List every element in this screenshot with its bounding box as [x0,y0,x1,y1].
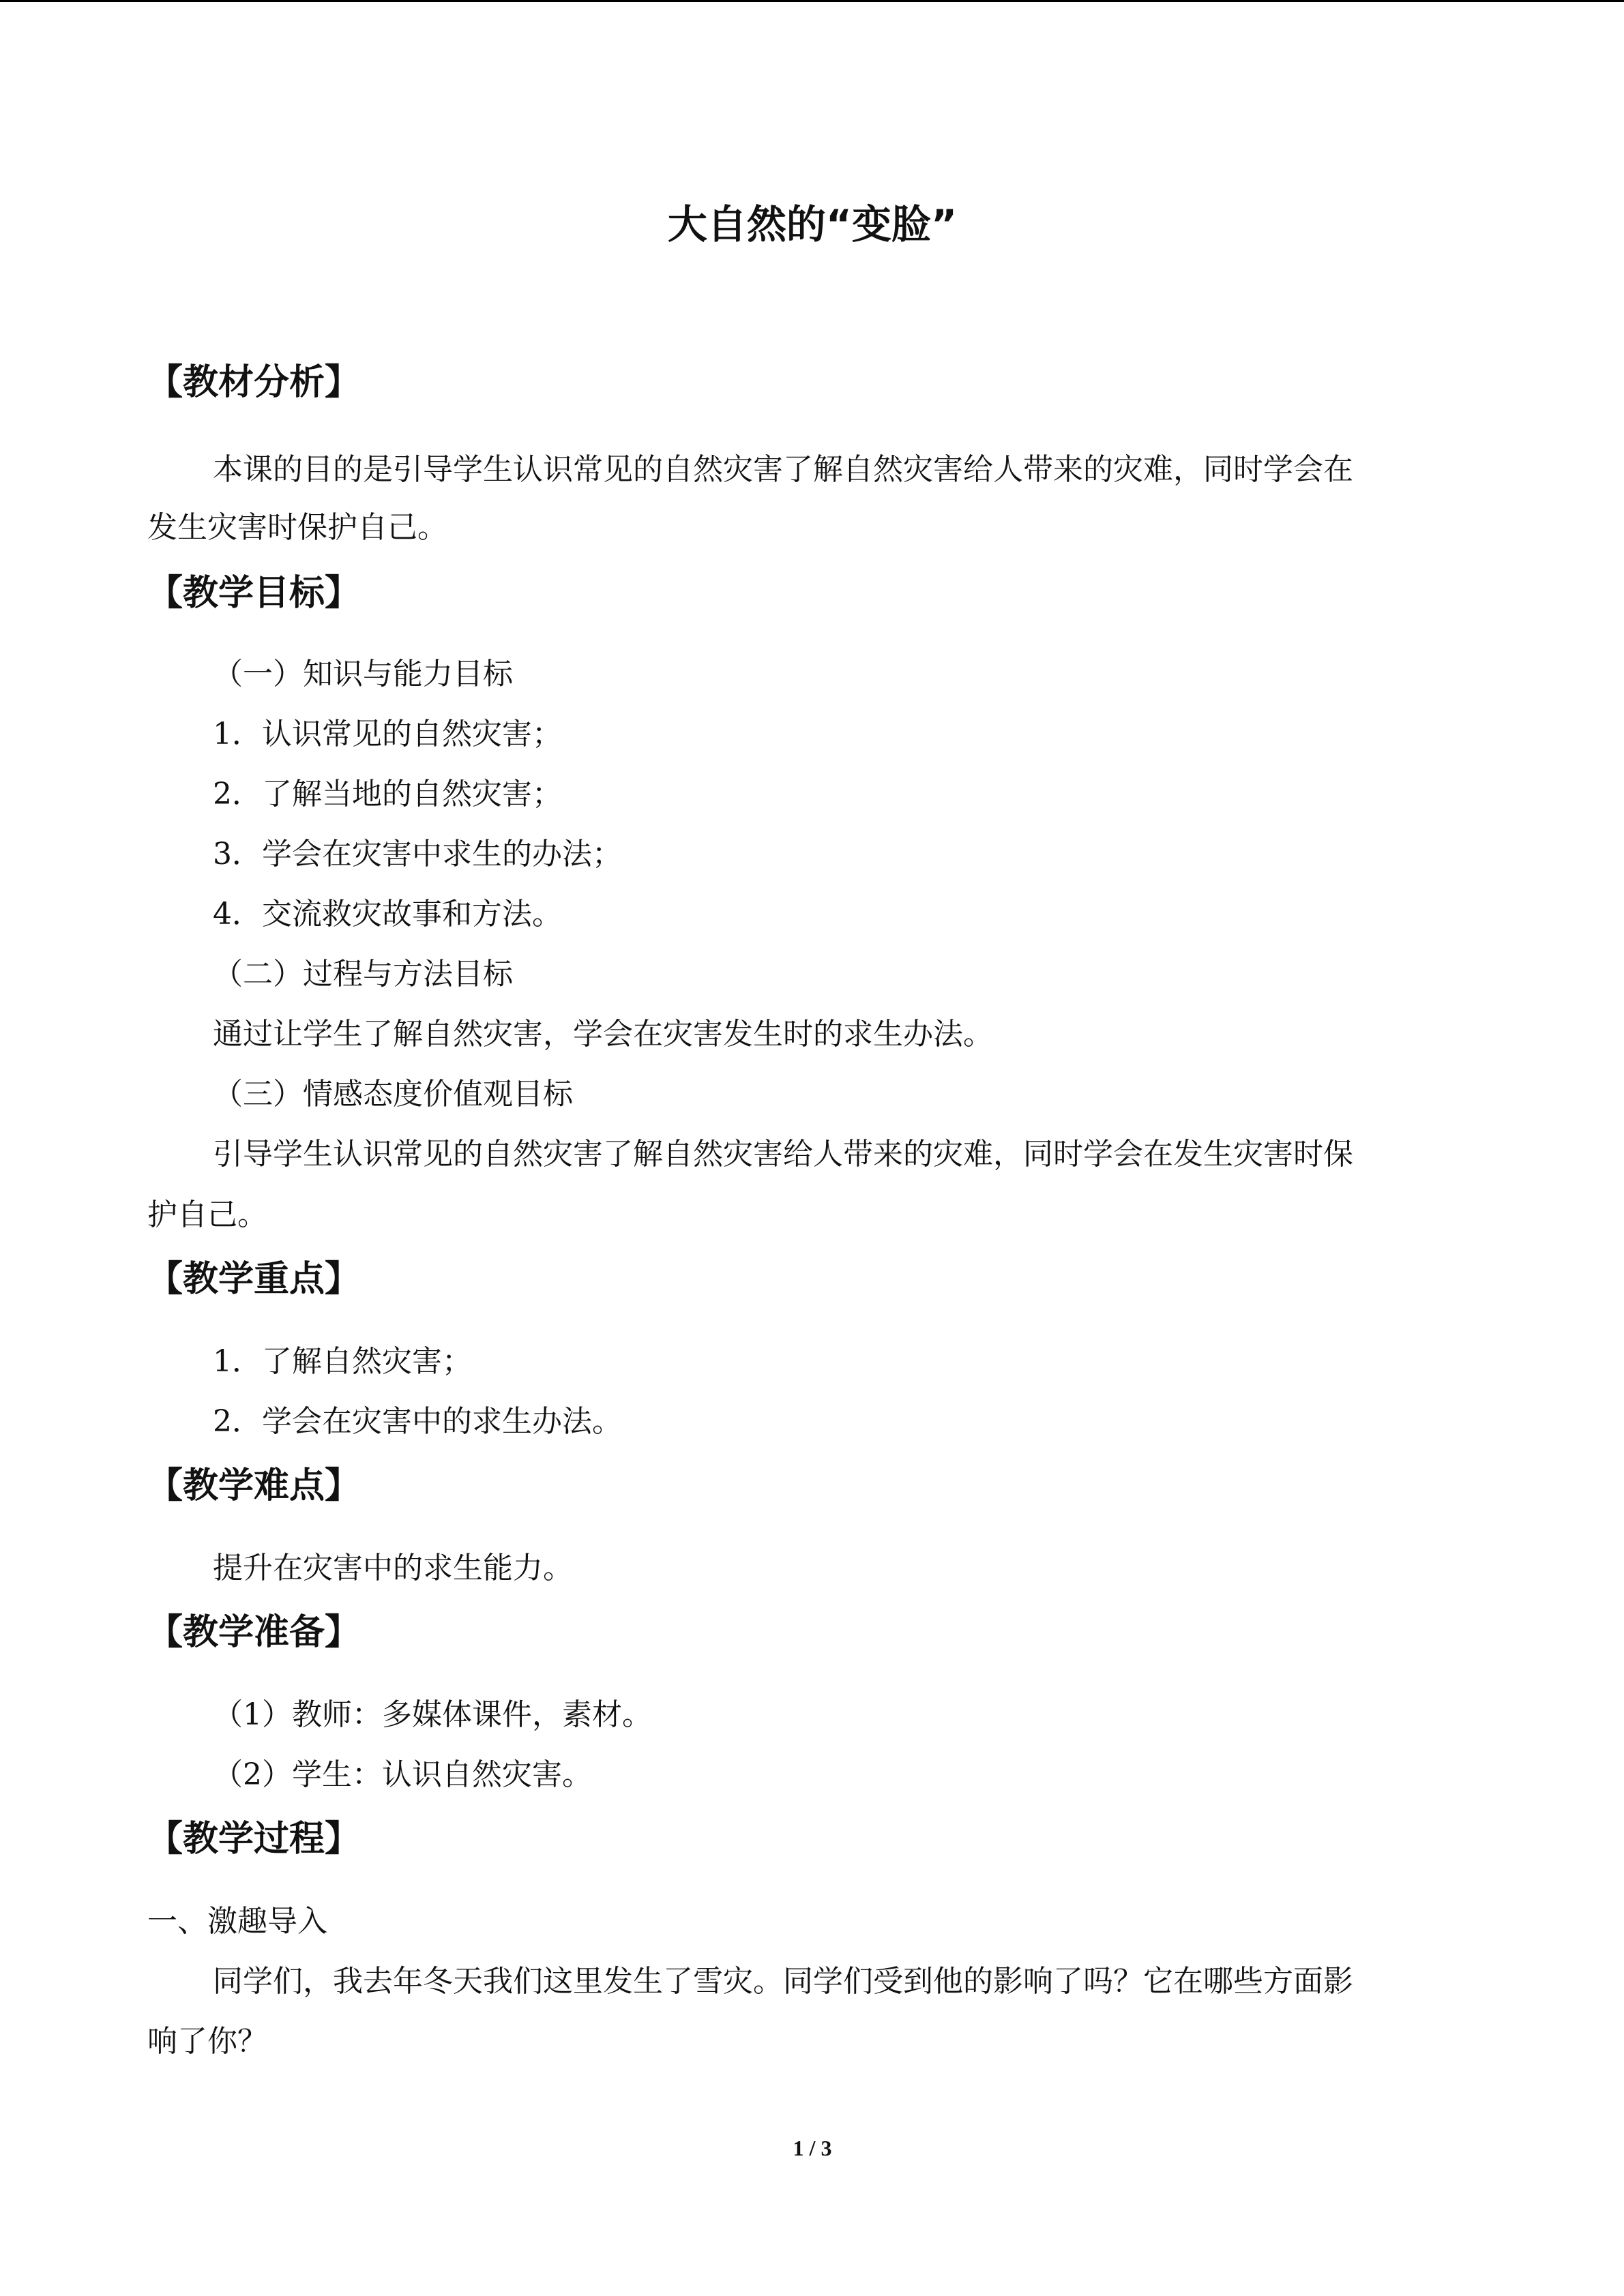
goals-list-item: 1．认识常见的自然灾害； [213,717,562,751]
goals-values-line-2: 护自己。 [147,1197,267,1232]
heading-teaching-process: 【教学过程】 [147,1819,361,1860]
goals-list-item: 2．了解当地的自然灾害； [213,777,562,811]
document-title: 大自然的“变脸” [667,201,958,248]
preparation-list-item: （2）学生：认识自然灾害。 [213,1757,592,1792]
heading-teaching-goals: 【教学目标】 [147,573,361,614]
goals-list-item: 3．学会在灾害中求生的办法； [213,837,622,871]
heading-key-points: 【教学重点】 [147,1259,361,1300]
key-points-list-item: 1．了解自然灾害； [213,1344,472,1379]
heading-preparation: 【教学准备】 [147,1612,361,1653]
process-step-line-1: 同学们，我去年冬天我们这里发生了雪灾。同学们受到他的影响了吗？它在哪些方面影 [213,1964,1353,1999]
preparation-list-item: （1）教师：多媒体课件，素材。 [213,1697,652,1732]
document-page [147,0,1477,2296]
goals-process-text: 通过让学生了解自然灾害，学会在灾害发生时的求生办法。 [213,1017,993,1052]
difficulties-text: 提升在灾害中的求生能力。 [213,1551,573,1585]
goals-values-line-1: 引导学生认识常见的自然灾害了解自然灾害给人带来的灾难，同时学会在发生灾害时保 [213,1137,1353,1172]
goals-list-item: 4．交流救灾故事和方法。 [213,897,562,931]
process-step-line-2: 响了你？ [147,2024,267,2059]
process-step-heading: 一、激趣导入 [147,1904,327,1939]
heading-material-analysis: 【教材分析】 [147,362,361,403]
key-points-list-item: 2．学会在灾害中的求生办法。 [213,1404,622,1439]
analysis-paragraph-line-2: 发生灾害时保护自己。 [147,510,447,545]
page-number: 1 / 3 [793,2136,832,2160]
goals-subheading-process: （二）过程与方法目标 [213,957,513,992]
analysis-paragraph-line-1: 本课的目的是引导学生认识常见的自然灾害了解自然灾害给人带来的灾难，同时学会在 [213,452,1353,487]
goals-subheading-values: （三）情感态度价值观目标 [213,1077,573,1112]
goals-subheading-knowledge: （一）知识与能力目标 [213,657,513,691]
heading-difficulties: 【教学难点】 [147,1465,361,1506]
